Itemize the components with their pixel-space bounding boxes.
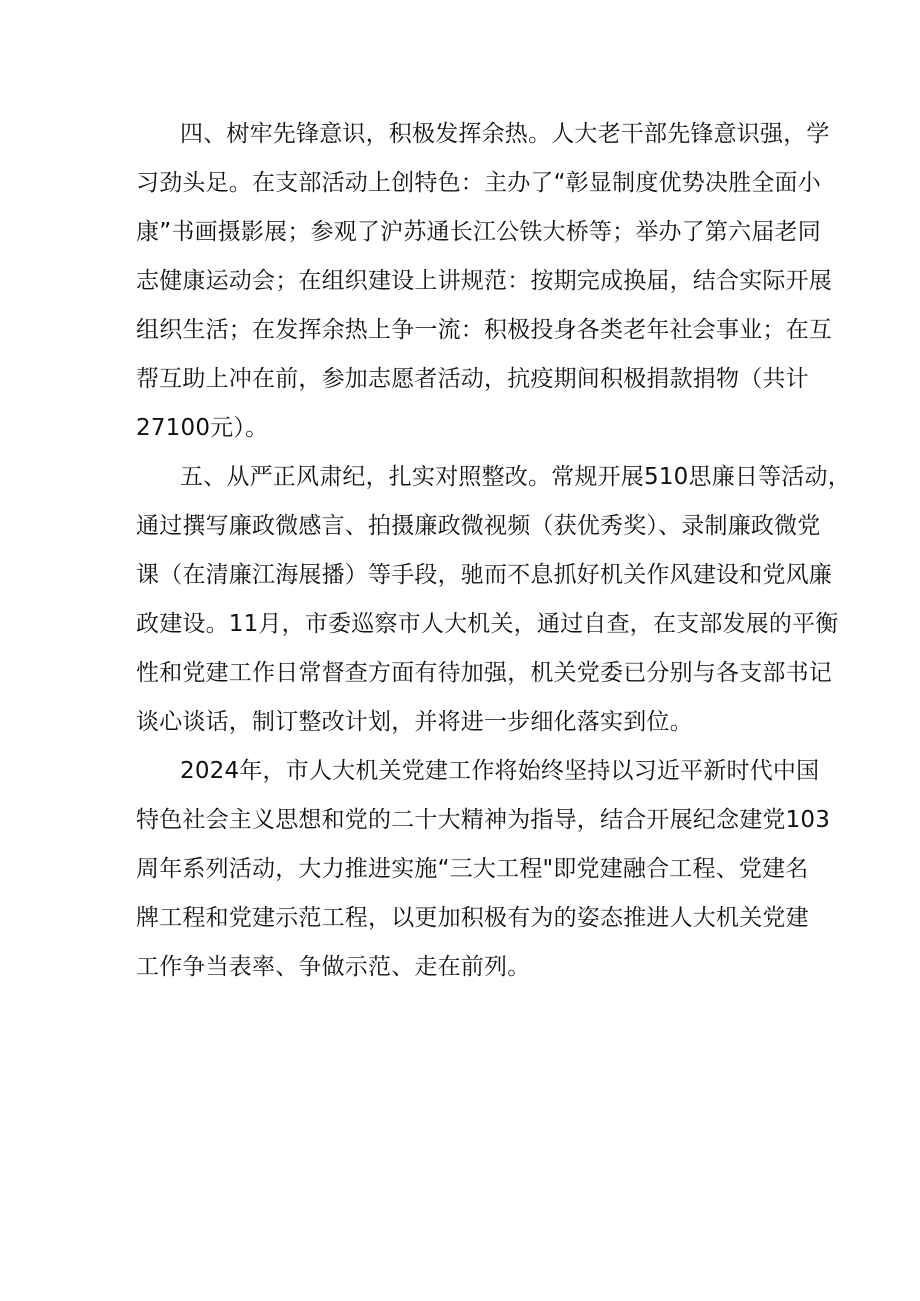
paragraph-line: 2024年，市人大机关党建工作将始终坚持以习近平新时代中国 (180, 758, 820, 784)
paragraph-line: 特色社会主义思想和党的二十大精神为指导，结合开展纪念建党103 (136, 807, 831, 833)
paragraph-line: 志健康运动会；在组织建设上讲规范：按期完成换届，结合实际开展 (136, 268, 832, 294)
paragraph-line: 帮互助上冲在前，参加志愿者活动，抗疫期间积极捐款捐物（共计 (136, 366, 809, 392)
paragraph-section-4 (136, 110, 832, 453)
paragraph-section-5 (136, 453, 851, 747)
document-body (136, 110, 851, 992)
paragraph-line: 27100元）。 (136, 415, 269, 441)
paragraph-outlook-2024 (136, 747, 831, 992)
paragraph-line: 工作争当表率、争做示范、走在前列。 (136, 954, 531, 980)
paragraph-line: 政建设。11月，市委巡察市人大机关，通过自查，在支部发展的平衡 (136, 611, 839, 637)
paragraph-line: 康”书画摄影展；参观了沪苏通长江公铁大桥等；举办了第六届老同 (136, 219, 821, 245)
paragraph-line: 通过撰写廉政微感言、拍摄廉政微视频（获优秀奖）、录制廉政微党 (136, 513, 821, 539)
paragraph-line: 五、从严正风肃纪，扎实对照整改。常规开展510思廉日等活动， (180, 464, 851, 490)
paragraph-line: 组织生活；在发挥余热上争一流：积极投身各类老年社会事业；在互 (136, 317, 832, 343)
paragraph-line: 周年系列活动，大力推进实施“三大工程"即党建融合工程、党建名 (136, 856, 809, 882)
paragraph-line: 课（在清廉江海展播）等手段，驰而不息抓好机关作风建设和党风廉 (136, 562, 832, 588)
paragraph-line: 四、树牢先锋意识，积极发挥余热。人大老干部先锋意识强，学 (180, 121, 830, 147)
paragraph-line: 谈心谈话，制订整改计划，并将进一步细化落实到位。 (136, 709, 693, 735)
paragraph-line: 牌工程和党建示范工程，以更加积极有为的姿态推进人大机关党建 (136, 905, 809, 931)
paragraph-line: 性和党建工作日常督查方面有待加强，机关党委已分别与各支部书记 (136, 660, 832, 686)
paragraph-line: 习劲头足。在支部活动上创特色：主办了“彰显制度优势决胜全面小 (136, 170, 821, 196)
